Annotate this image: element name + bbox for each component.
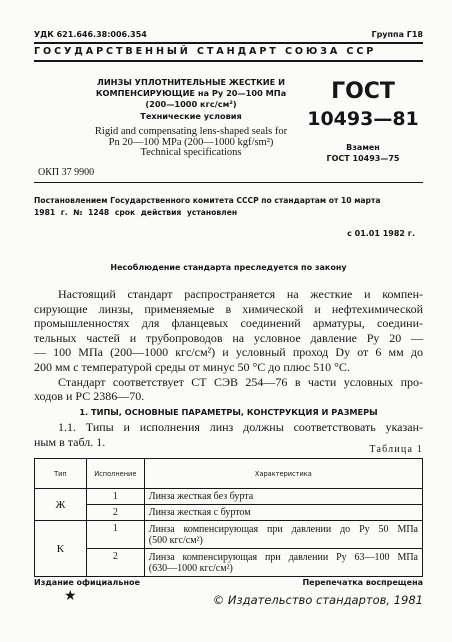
row-version: 2 <box>86 549 144 577</box>
udk-code: УДК 621.646.38:006.354 <box>34 30 147 39</box>
reprint-notice: Перепечатка воспрещена <box>302 578 423 587</box>
row-description: Линза жесткая с буртом <box>144 505 422 521</box>
p1-line6: 200 мм с температурой среды от минус 50 °С до плюс 510 °С. <box>34 359 350 374</box>
row-description-line1: Линза компенсирующая при давлении Pу 63—100 МПа <box>148 552 418 563</box>
ru-title-line2: КОМПЕНСИРУЮЩИЕ на Pу 20—100 МПа <box>95 88 287 98</box>
row-version: 1 <box>86 489 144 505</box>
group-code: Группа Г18 <box>371 30 423 39</box>
header-type: Тип <box>35 459 87 489</box>
p3-line2: ным в табл. 1. <box>34 434 106 449</box>
p1-line4: тельных частей и трубопроводов на условное давление Pу 20 — <box>34 330 423 345</box>
gost-number: 10493—81 <box>307 108 419 130</box>
en-title-line2: Pn 20—100 MPa (200—1000 kgf/sm²) <box>108 136 274 148</box>
table-header-row <box>35 459 423 489</box>
row-description-line2: (630—1000 кгс/см²) <box>148 563 233 574</box>
table-caption: Таблица 1 <box>369 444 423 455</box>
ru-subtitle: Технические условия <box>140 111 242 121</box>
decree-line1: Постановлением Государственного комитета СССР по стандартам от 10 марта <box>34 196 381 205</box>
p2-line2: ходов и РС 2386—70. <box>34 389 145 404</box>
en-subtitle: Technical specifications <box>140 147 242 158</box>
table-row <box>35 549 423 577</box>
okp-code: ОКП 37 9900 <box>38 167 95 178</box>
star-icon: ★ <box>64 589 77 604</box>
section-title: 1. ТИПЫ, ОСНОВНЫЕ ПАРАМЕТРЫ, КОНСТРУКЦИЯ И РАЗМЕРЫ <box>79 407 378 417</box>
p2-line1: Стандарт соответствует СТ СЭВ 254—76 в части условных про- <box>58 374 423 389</box>
replaces-label: Взамен <box>346 143 380 152</box>
en-title <box>80 127 302 159</box>
official-edition: Издание официальное <box>34 578 140 587</box>
p1-line3: промышленностях для фланцевых соединений арматуры, соедини- <box>34 316 423 331</box>
ru-title-line3: (200—1000 кгс/см²) <box>145 99 237 109</box>
row-description: Линза жесткая без бурта <box>144 489 422 505</box>
okp-rule <box>34 182 423 183</box>
row-version: 1 <box>86 521 144 549</box>
row-type-zh: Ж <box>35 489 87 521</box>
replaces-value: ГОСТ 10493—75 <box>326 154 400 163</box>
ru-title <box>80 77 302 122</box>
law-warning: Несоблюдение стандарта преследуется по закону <box>110 263 347 272</box>
p1-line1: Настоящий стандарт распространяется на жесткие и компен- <box>58 287 423 301</box>
table-row <box>35 489 423 505</box>
row-description <box>144 549 422 577</box>
copyright: © Издательство стандартов, 1981 <box>212 593 423 607</box>
ru-title-line1: ЛИНЗЫ УПЛОТНИТЕЛЬНЫЕ ЖЕСТКИЕ И <box>97 77 285 87</box>
gost-label: ГОСТ <box>331 79 395 104</box>
banner-rule <box>34 60 423 62</box>
top-rule <box>34 42 423 44</box>
decree <box>34 195 423 219</box>
standard-banner: ГОСУДАРСТВЕННЫЙ СТАНДАРТ СОЮЗА ССР <box>34 46 377 57</box>
decree-line2: 1981 г. № 1248 срок действия установлен <box>34 208 238 217</box>
intro-paragraph <box>34 287 423 404</box>
row-type-k: К <box>35 521 87 577</box>
row-description <box>144 521 422 549</box>
p1-line2: сирующие линзы, применяемые в химической и нефтехимической <box>34 301 423 316</box>
row-description-line1: Линза компенсирующая при давлении до Pу 50 МПа <box>148 524 418 535</box>
row-version: 2 <box>86 505 144 521</box>
en-title-line1: Rigid and compensating lens-shaped seals for <box>94 126 288 137</box>
table-row <box>35 505 423 521</box>
header-description: Характеристика <box>144 459 422 489</box>
table-row <box>35 521 423 549</box>
p1-line5: — 100 МПа (200—1000 кгс/см²) и условный проход Dу от 6 мм до <box>34 345 423 360</box>
p3-line1: 1.1. Типы и исполнения линз должны соответствовать указан- <box>58 420 423 434</box>
header-version: Исполнение <box>86 459 144 489</box>
effective-date: с 01.01 1982 г. <box>347 229 415 238</box>
row-description-line2: (500 кгс/см²) <box>148 535 203 546</box>
types-table <box>34 458 423 577</box>
